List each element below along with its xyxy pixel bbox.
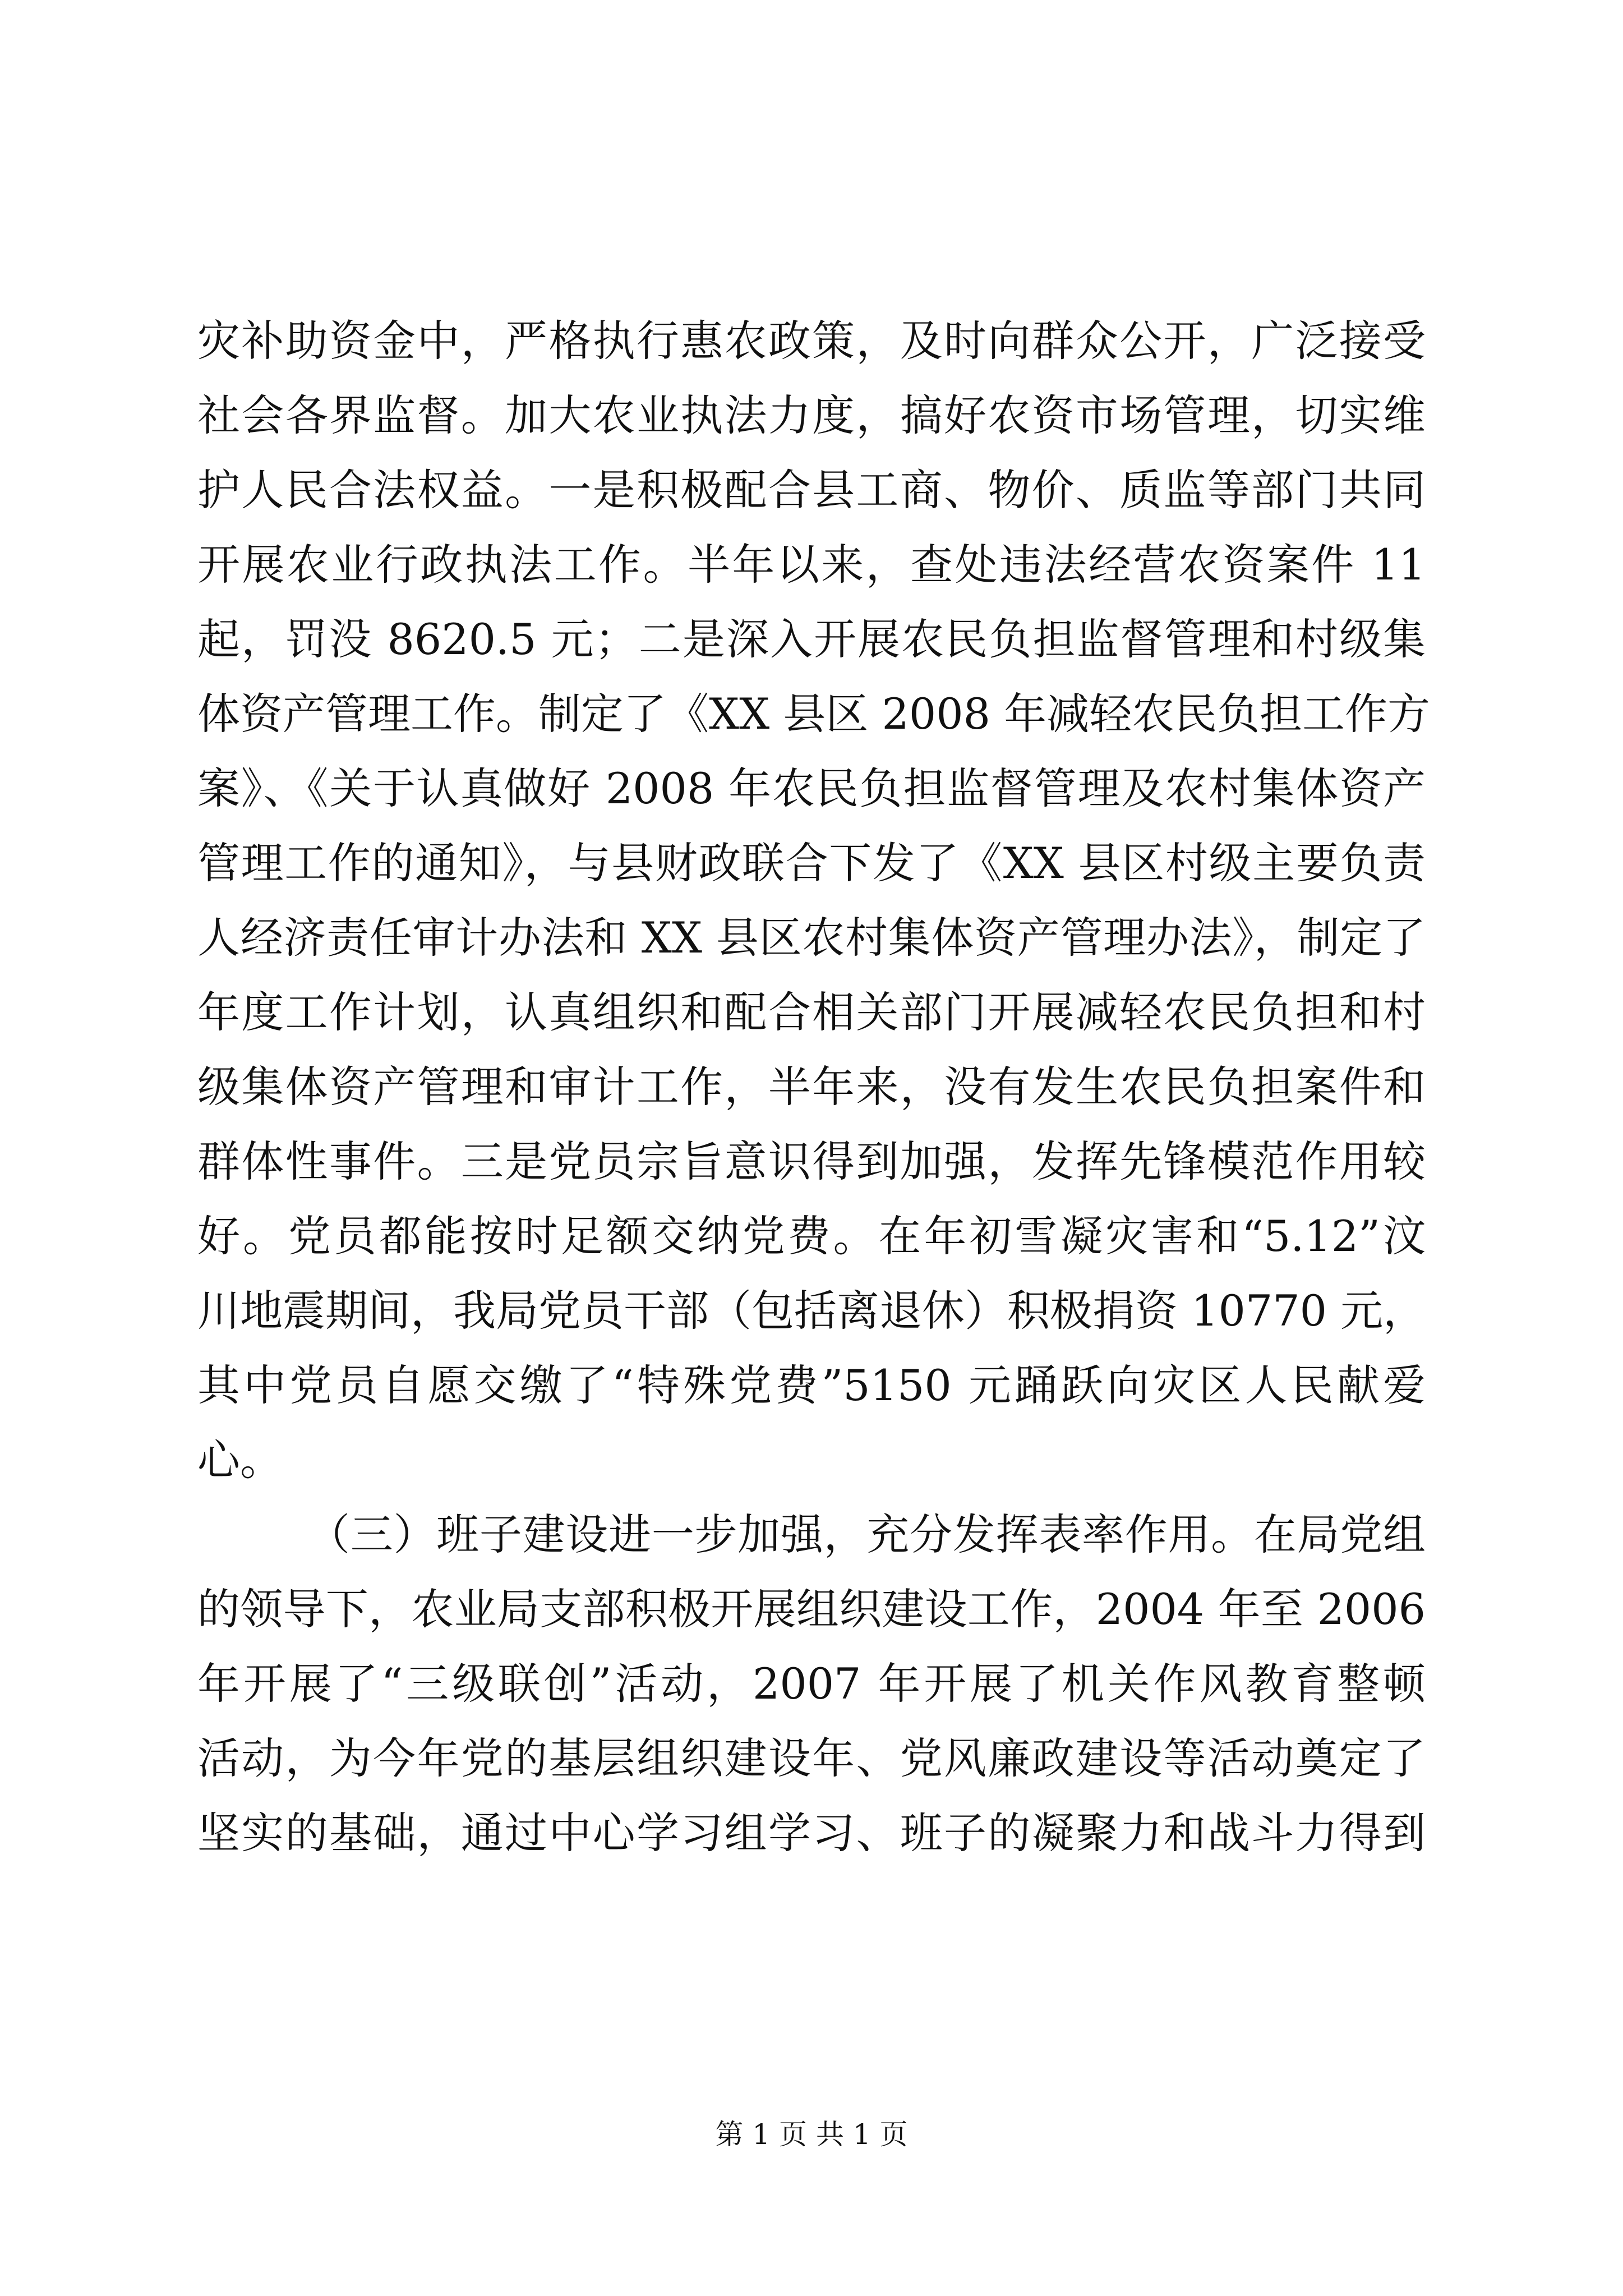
text-line: 心。 [197,1435,283,1485]
text-line: 年开展了“三级联创”活动，2007 年开展了机关作风教育整顿 [197,1659,1426,1709]
text-line: 管理工作的通知》，与县财政联合下发了《XX 县区村级主要负责 [197,838,1426,888]
page-footer: 第 1 页 共 1 页 [715,2118,908,2151]
text-line: 其中党员自愿交缴了“特殊党费”5150 元踊跃向灾区人民献爱 [197,1360,1426,1410]
text-line: 案》、《关于认真做好 2008 年农民负担监督管理及农村集体资产 [197,763,1426,813]
text-line: 川地震期间，我局党员干部（包括离退休）积极捐资 10770 元， [197,1286,1426,1336]
text-line: 起，罚没 8620.5 元；二是深入开展农民负担监督管理和村级集 [197,614,1426,664]
text-line: 的领导下，农业局支部积极开展组织建设工作，2004 年至 2006 [197,1584,1426,1634]
text-line: 体资产管理工作。制定了《XX 县区 2008 年减轻农民负担工作方 [197,689,1431,739]
text-line: 活动，为今年党的基层组织建设年、党风廉政建设等活动奠定了 [197,1733,1426,1783]
text-line: （三）班子建设进一步加强，充分发挥表率作用。在局党组 [307,1510,1426,1559]
text-line: 年度工作计划，认真组织和配合相关部门开展减轻农民负担和村 [197,987,1426,1037]
text-line: 护人民合法权益。一是积极配合县工商、物价、质监等部门共同 [197,465,1426,515]
text-line: 坚实的基础，通过中心学习组学习、班子的凝聚力和战斗力得到 [197,1808,1426,1858]
text-line: 人经济责任审计办法和 XX 县区农村集体资产管理办法》，制定了 [197,913,1426,963]
text-line: 开展农业行政执法工作。半年以来，查处违法经营农资案件 11 [197,540,1426,590]
text-line: 灾补助资金中，严格执行惠农政策，及时向群众公开，广泛接受 [197,316,1426,366]
text-line: 群体性事件。三是党员宗旨意识得到加强，发挥先锋模范作用较 [197,1137,1426,1186]
text-line: 好。党员都能按时足额交纳党费。在年初雪凝灾害和“5.12”汶 [197,1211,1426,1261]
text-line: 社会各界监督。加大农业执法力度，搞好农资市场管理，切实维 [197,390,1426,440]
text-line: 级集体资产管理和审计工作，半年来，没有发生农民负担案件和 [197,1062,1426,1112]
